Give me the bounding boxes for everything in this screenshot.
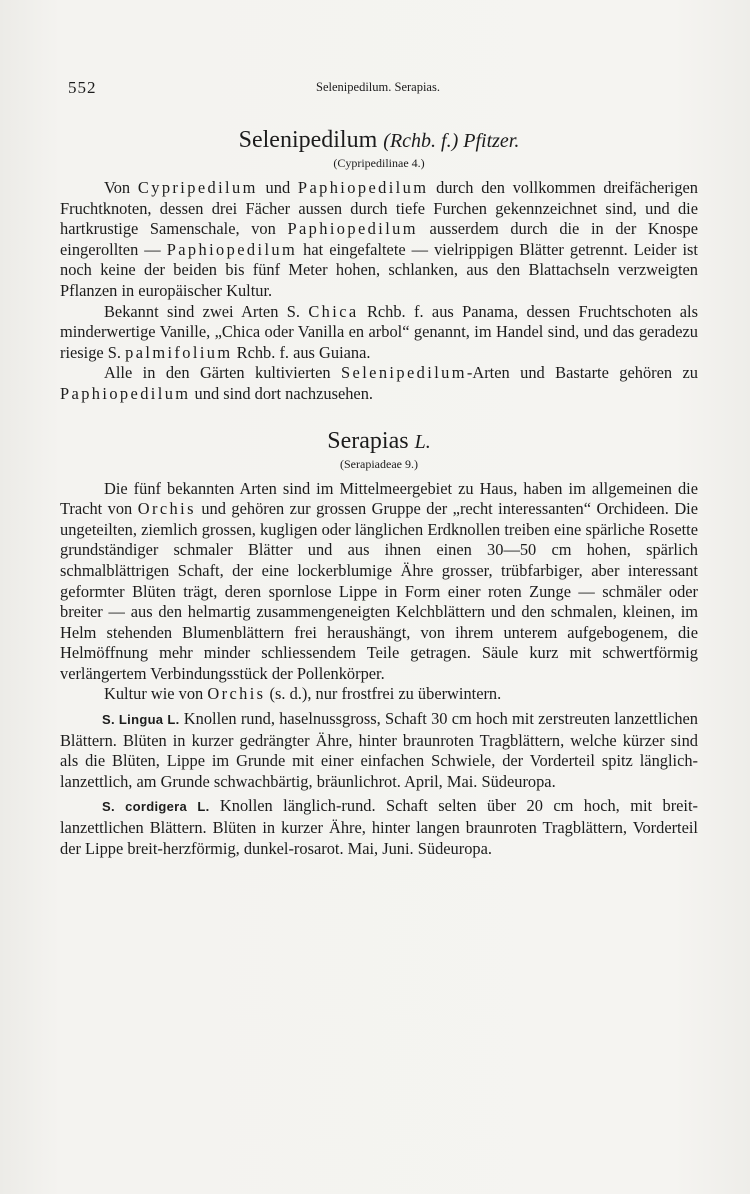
spaced-genus: Orchis [207,684,266,704]
section-title-selenipedilum [60,126,698,155]
paragraph [60,479,698,685]
text: Alle in den Gärten kultivierten [104,363,342,383]
section-subtitle: (Serapiadeae 9.) [340,456,418,471]
genus-authority: L. [414,430,431,453]
genus-name: Selenipedilum [238,127,378,153]
text: Bekannt sind zwei Arten S. [104,301,309,321]
text: Von [104,178,138,197]
spaced-genus: Paphiopedilum [166,239,298,259]
text: Rchb. f. aus Panama, dessen Fruchtschoten als minderwertige Vanille, „Chica oder Vanilla en arbol“ genannt, im Handel sind, und das geradezu riesige S. [60,301,698,362]
species-entry [60,796,698,859]
spaced-genus: Cypripedilum [137,178,258,197]
text: Rchb. f. aus Guiana. [232,342,371,362]
spaced-species: palmifolium [125,342,233,362]
spaced-genus: Paphiopedilum [60,383,191,403]
paragraph [60,363,698,404]
species-name: S. Lingua L. [102,712,180,728]
text: und gehören zur grossen Gruppe der „recht interessanten“ Orchideen. Die ungeteilten, ziemlich grossen, kugligen oder länglichen Erdknollen treiben eine spärliche Rosette grundständiger schmaler Blätter und aus ihnen einen 30—50 cm hohen, spärlich schmalblättrigen Schaft, der eine lockerblumige Ähre grosser, trübfarbiger, aber interessant geformter Blüten trägt, deren spornlose Lippe in Form einer roten Zunge — schmäler oder breiter — aus den helmartig zusammengeneigten Kelchblättern und den schmalen, kleinen, im Helm stehenden Blumenblättern frei heraushängt, von ihrem unterem aufgebogenem, die Helmöffnung mehr minder schliessendem Teile getragen. Säule kurz mit schwertförmig verlängertem Verbindungsstück der Pollenkörper. [60,499,698,683]
text: hat eingefaltete — vielrippigen Blätter getrennt. Leider ist noch keine der beiden bis fünf Meter hohen, schlanken, aus den Blattachseln verzweigten Pflanzen in europäischer Kultur. [60,239,698,300]
text: und sind dort nachzusehen. [190,383,373,403]
paragraph [60,178,698,302]
section-title-serapias [60,427,698,456]
section-subtitle: (Cypripedilinae 4.) [333,156,425,170]
text: -Arten und Bastarte gehören zu [466,363,699,383]
page-header [66,78,690,98]
text: durch den vollkommen dreifächerigen Fruchtknoten, dessen drei Fächer aussen durch tiefe Furchen gekennzeichnet sind, und die hartkrustige Samenschale, von [60,178,698,239]
species-name: S. cordigera L. [102,799,210,815]
species-description: Knollen rund, haselnussgross, Schaft 30 cm hoch mit zerstreuten lanzettlichen Blättern. Blüten in kurzer gedrängter Ähre, hinter braunroten Tragblättern, welche kürzer sind als die Blüten, Lippe im Grunde mit einer einfachen Schwiele, der Vorderteil spitz länglich-lanzettlich, am Grunde schwachbärtig, bräunlichrot. April, Mai. Südeuropa. [60,709,698,791]
species-description: Knollen länglich-rund. Schaft selten über 20 cm hoch, mit breit-lanzettlichen Blättern. Blüten in kurzer Ähre, hinter langen braunroten Tragblättern, Vorderteil der Lippe breit-herzförmig, dunkel-rosarot. Mai, Juni. Südeuropa. [60,796,698,858]
spaced-species: Chica [308,301,359,321]
spaced-genus: Paphiopedilum [297,178,429,197]
spaced-genus: Paphiopedilum [287,219,418,239]
text: und [257,178,298,197]
text: Die fünf bekannten Arten sind im Mittelmeergebiet zu Haus, haben im allgemeinen die Tracht von [60,478,698,519]
genus-name: Serapias [327,427,409,454]
paragraph [60,302,698,364]
text: Kultur wie von [104,684,208,704]
text: ausserdem durch die in der Knospe eingerollten — [60,219,698,259]
running-title: Selenipedilum. Serapias. [316,80,440,94]
text: (s. d.), nur frostfrei zu überwintern. [265,684,502,704]
page-number: 552 [68,78,97,97]
paragraph [60,684,698,705]
genus-authority: (Rchb. f.) Pfitzer. [383,130,520,152]
page-body [60,126,698,859]
spaced-genus: Selenipedilum [341,363,467,383]
species-entry [60,709,698,792]
spaced-genus: Orchis [137,499,196,519]
section-gap [60,405,698,427]
